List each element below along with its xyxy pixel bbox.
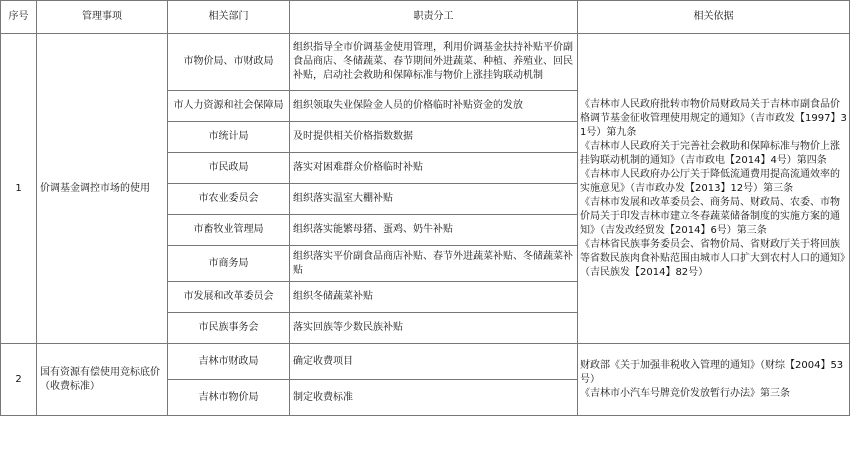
table-row <box>1 344 850 380</box>
dept-cell: 市商务局 <box>168 246 290 282</box>
dept-cell: 市民政局 <box>168 153 290 184</box>
seq-cell: 1 <box>1 34 37 344</box>
duty-cell: 组织领取失业保险金人员的价格临时补贴资金的发放 <box>290 91 578 122</box>
dept-cell: 市发展和改革委员会 <box>168 282 290 313</box>
dept-cell: 市畜牧业管理局 <box>168 215 290 246</box>
duty-cell: 制定收费标准 <box>290 380 578 416</box>
duty-cell: 落实对困难群众价格临时补贴 <box>290 153 578 184</box>
basis-text: 《吉林市人民政府办公厅关于降低流通费用提高流通效率的实施意见》（吉市政办发【2013】12号）第三条 <box>580 168 840 194</box>
duty-cell: 确定收费项目 <box>290 344 578 380</box>
header-basis: 相关依据 <box>578 1 850 34</box>
dept-cell: 市民族事务会 <box>168 313 290 344</box>
duty-cell: 及时提供相关价格指数数据 <box>290 122 578 153</box>
basis-cell <box>578 344 850 416</box>
header-seq: 序号 <box>1 1 37 34</box>
seq-cell: 2 <box>1 344 37 416</box>
basis-text: 财政部《关于加强非税收入管理的通知》（财综【2004】53号） <box>580 359 844 385</box>
item-cell: 国有资源有偿使用竞标底价（收费标准） <box>37 344 168 416</box>
header-dept: 相关部门 <box>168 1 290 34</box>
header-item: 管理事项 <box>37 1 168 34</box>
basis-text: 《吉林市人民政府关于完善社会救助和保障标准与物价上涨挂钩联动机制的通知》（吉市政电【2014】4号）第四条 <box>580 140 840 166</box>
duty-cell: 组织落实能繁母猪、蛋鸡、奶牛补贴 <box>290 215 578 246</box>
header-duty: 职责分工 <box>290 1 578 34</box>
dept-cell: 市农业委员会 <box>168 184 290 215</box>
basis-text: 《吉林市人民政府批转市物价局财政局关于吉林市副食品价格调节基金征收管理使用规定的通知》（吉市政发【1997】31号）第九条 <box>580 98 847 138</box>
duty-cell: 落实回族等少数民族补贴 <box>290 313 578 344</box>
duty-cell: 组织指导全市价调基金使用管理，利用价调基金扶持补贴平价副食品商店、冬储蔬菜、春节期间外进蔬菜、种植、养殖业、回民补贴，启动社会救助和保障标准与物价上涨挂钩联动机制 <box>290 34 578 91</box>
dept-cell: 市统计局 <box>168 122 290 153</box>
dept-cell: 吉林市财政局 <box>168 344 290 380</box>
basis-text: 《吉林市发展和改革委员会、商务局、财政局、农委、市物价局关于印发吉林市建立冬春蔬菜储备制度的实施方案的通知》（吉发改经贸发【2014】6号）第三条 <box>580 196 840 236</box>
basis-text: 《吉林市小汽车号牌竞价发放暂行办法》第三条 <box>580 387 790 399</box>
duty-cell: 组织冬储蔬菜补贴 <box>290 282 578 313</box>
basis-cell <box>578 34 850 344</box>
dept-cell: 市人力资源和社会保障局 <box>168 91 290 122</box>
item-cell: 价调基金调控市场的使用 <box>37 34 168 344</box>
basis-text: 《吉林省民族事务委员会、省物价局、省财政厅关于将回族等省数民族肉食补贴范围由城市人口扩大到农村人口的通知》（吉民族发【2014】82号） <box>580 238 845 278</box>
duty-cell: 组织落实平价副食品商店补贴、春节外进蔬菜补贴、冬储蔬菜补贴 <box>290 246 578 282</box>
table-row <box>1 34 850 91</box>
duty-cell: 组织落实温室大棚补贴 <box>290 184 578 215</box>
dept-cell: 市物价局、市财政局 <box>168 34 290 91</box>
dept-cell: 吉林市物价局 <box>168 380 290 416</box>
header-row <box>1 1 850 34</box>
